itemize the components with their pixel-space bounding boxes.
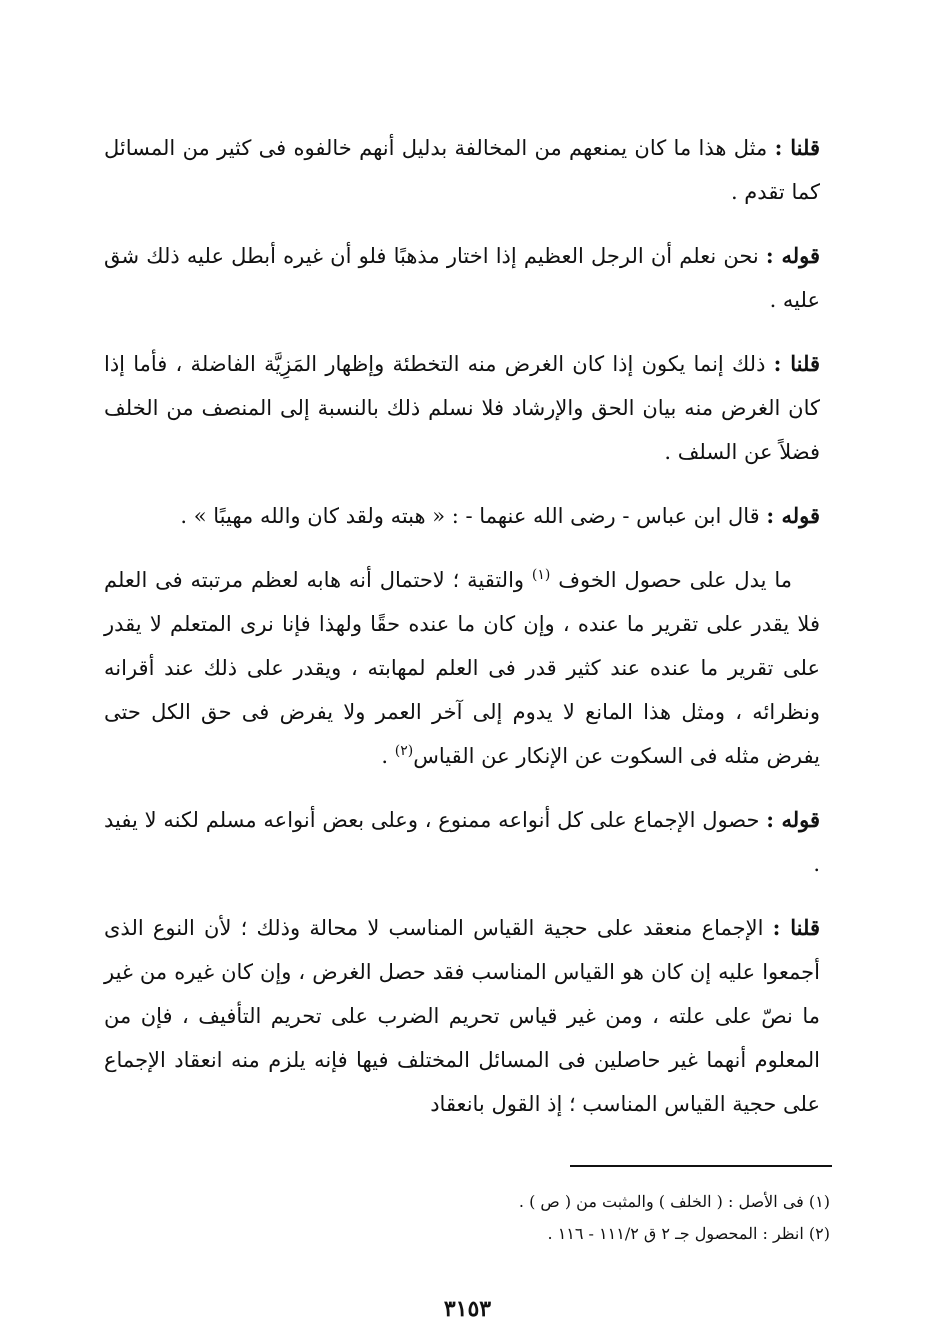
paragraph-lead: قوله :	[766, 503, 820, 528]
paragraph-lead: قلنا :	[774, 135, 820, 160]
paragraph-text: والتقية ؛ لاحتمال أنه هابه لعظم مرتبته فى العلم فلا يقدر على تقرير ما عنده ، وإن كان ما عنده حقًا ولهذا فإنا نرى المتعلم لا يقدر على تقرير ما عنده عند كثير قدر فى العلم لمهابته ، ويقدر على ذلك عند أقرانه ونظرائه ، ومثل هذا المانع لا يدوم إلى آخر العمر ولا يفرض فى حق الكل حتى يفرض مثله فى السكوت عن الإنكار عن القياس	[104, 568, 820, 768]
footnote-divider	[570, 1165, 832, 1167]
paragraph-qawluhu-1	[104, 234, 820, 322]
paragraph-text: مثل هذا ما كان يمنعهم من المخالفة بدليل أنهم خالفوه فى كثير من المسائل كما تقدم .	[104, 136, 820, 204]
main-text	[104, 126, 820, 1146]
footnote-2: (٢) انظر : المحصول جـ ٢ ق ١١١/٢ - ١١٦ .	[547, 1224, 830, 1243]
paragraph-lead: قوله :	[765, 243, 821, 268]
paragraph-qulna-2	[104, 342, 820, 474]
paragraph-qulna-3	[104, 906, 820, 1126]
footnote-1: (١) فى الأصل : ( الخلف ) والمثبت من ( ص ) .	[518, 1192, 830, 1211]
paragraph-text: الإجماع منعقد على حجية القياس المناسب لا محالة وذلك ؛ لأن النوع الذى أجمعوا عليه إن كان هو القياس المناسب فقد حصل الغرض ، وإن كان غيره من غير ما نصّ على علته ، ومن غير قياس تحريم الضرب على تحريم التأفيف ، فإن من المعلوم أنهما غير حاصلين فى المسائل المختلف فيها فإنه يلزم منه انعقاد الإجماع على حجية القياس المناسب ؛ إذ القول بانعقاد	[104, 916, 820, 1116]
paragraph-qawluhu-3	[104, 798, 820, 886]
footnote-ref-1: (١)	[531, 567, 551, 583]
page-number: ٣١٥٣	[443, 1296, 492, 1322]
paragraph-text: ذلك إنما يكون إذا كان الغرض منه التخطئة وإظهار المَزِيَّة الفاضلة ، فأما إذا كان الغرض منه بيان الحق والإرشاد فلا نسلم ذلك بالنسبة إلى المنصف من الخلف فضلاً عن السلف .	[104, 352, 820, 464]
paragraph-continuation	[104, 558, 820, 778]
paragraph-qulna-1	[104, 126, 820, 214]
paragraph-lead: قلنا :	[773, 351, 820, 376]
footnotes	[104, 1186, 830, 1250]
paragraph-qawluhu-2	[104, 494, 820, 538]
paragraph-lead: قلنا :	[772, 915, 820, 940]
paragraph-text: .	[381, 744, 395, 768]
paragraph-text: قال ابن عباس - رضى الله عنهما - : « هبته ولقد كان والله مهيبًا » .	[180, 504, 767, 528]
paragraph-text: نحن نعلم أن الرجل العظيم إذا اختار مذهبًا فلو أن غيره أبطل عليه ذلك شق عليه .	[104, 244, 820, 312]
paragraph-text: ما يدل على حصول الخوف	[550, 568, 793, 592]
paragraph-lead: قوله :	[766, 807, 821, 832]
footnote-ref-2: (٢)	[394, 743, 414, 759]
paragraph-text: حصول الإجماع على كل أنواعه ممنوع ، وعلى بعض أنواعه مسلم لكنه لا يفيد .	[104, 808, 820, 876]
